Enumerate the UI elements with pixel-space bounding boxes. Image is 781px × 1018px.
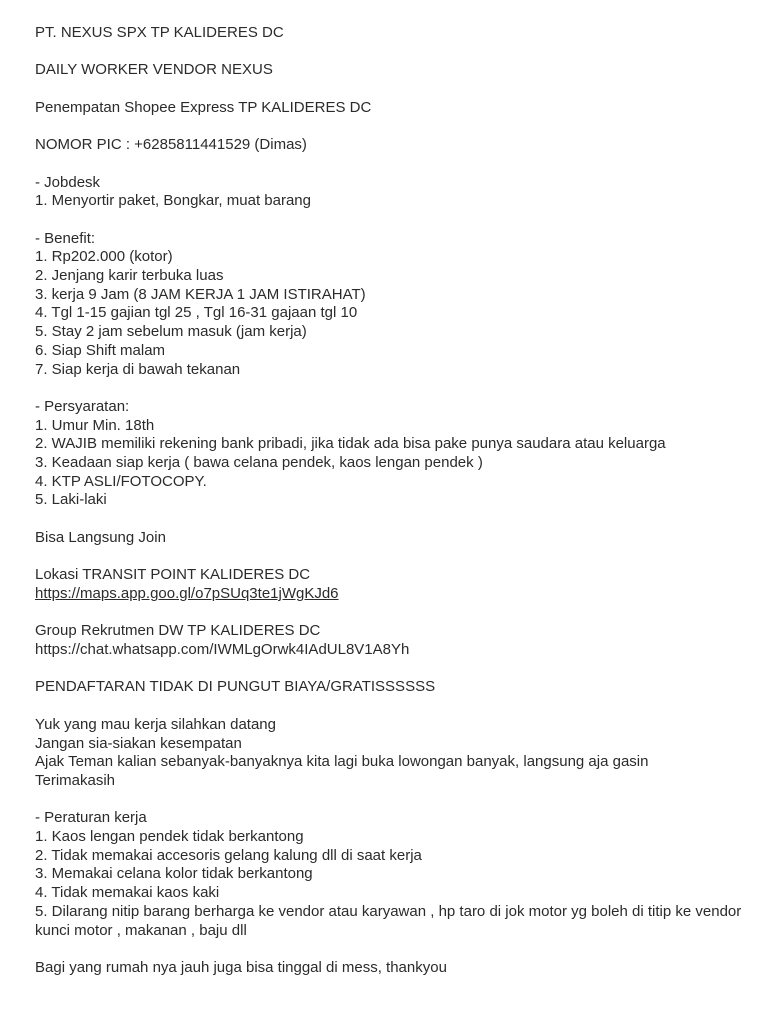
benefit-heading: - Benefit: [35, 229, 96, 247]
peraturan-item: 1. Kaos lengan pendek tidak berkantong [35, 828, 304, 846]
benefit-item: 1. Rp202.000 (kotor) [35, 248, 173, 266]
peraturan-item: 5. Dilarang nitip barang berharga ke vendor atau karyawan , hp taro di jok motor yg boleh di titip ke vendor kunci motor , makanan , baju dll [35, 902, 742, 939]
jobdesk-item: 1. Menyortir paket, Bongkar, muat barang [35, 192, 311, 210]
maps-link[interactable]: https://maps.app.goo.gl/o7pSUq3te1jWgKJd6 [35, 584, 339, 602]
section-benefit [35, 230, 765, 380]
benefit-item: 6. Siap Shift malam [35, 341, 166, 359]
invitation-line: Yuk yang mau kerja silahkan datang [35, 715, 276, 733]
benefit-item: 4. Tgl 1-15 gajian tgl 25 , Tgl 16-31 gajaan tgl 10 [35, 304, 358, 322]
section-jobdesk [35, 174, 765, 211]
mess-note: Bagi yang rumah nya jauh juga bisa tinggal di mess, thankyou [35, 958, 447, 976]
section-invitation [35, 716, 765, 791]
invitation-line: Ajak Teman kalian sebanyak-banyaknya kita lagi buka lowongan banyak, langsung aja gasin [35, 753, 649, 771]
join-note: Bisa Langsung Join [35, 528, 166, 546]
pic-contact-line: NOMOR PIC : +6285811441529 (Dimas) [35, 136, 307, 154]
job-title: DAILY WORKER VENDOR NEXUS [35, 61, 273, 79]
peraturan-item: 4. Tidak memakai kaos kaki [35, 884, 220, 902]
persyaratan-item: 2. WAJIB memiliki rekening bank pribadi, jika tidak ada bisa pake punya saudara atau keluarga [35, 435, 666, 453]
invitation-line: Jangan sia-siakan kesempatan [35, 734, 242, 752]
free-registration-note: PENDAFTARAN TIDAK DI PUNGUT BIAYA/GRATISSSSSS [35, 678, 436, 696]
persyaratan-item: 4. KTP ASLI/FOTOCOPY. [35, 472, 207, 490]
whatsapp-group-link[interactable]: https://chat.whatsapp.com/IWMLgOrwk4IAdUL8V1A8Yh [35, 641, 410, 659]
persyaratan-item: 1. Umur Min. 18th [35, 416, 155, 434]
benefit-item: 5. Stay 2 jam sebelum masuk (jam kerja) [35, 323, 307, 341]
section-peraturan [35, 809, 765, 940]
benefit-item: 3. kerja 9 Jam (8 JAM KERJA 1 JAM ISTIRAHAT) [35, 285, 366, 303]
persyaratan-item: 3. Keadaan siap kerja ( bawa celana pendek, kaos lengan pendek ) [35, 454, 483, 472]
persyaratan-heading: - Persyaratan: [35, 397, 130, 415]
benefit-item: 2. Jenjang karir terbuka luas [35, 267, 224, 285]
lokasi-label: Lokasi TRANSIT POINT KALIDERES DC [35, 566, 311, 584]
section-lokasi [35, 566, 765, 603]
company-name: PT. NEXUS SPX TP KALIDERES DC [35, 24, 284, 41]
section-group-rekrutmen [35, 622, 765, 659]
section-persyaratan [35, 398, 765, 510]
peraturan-heading: - Peraturan kerja [35, 809, 147, 827]
benefit-item: 7. Siap kerja di bawah tekanan [35, 360, 241, 378]
peraturan-item: 2. Tidak memakai accesoris gelang kalung dll di saat kerja [35, 846, 422, 864]
invitation-line: Terimakasih [35, 771, 116, 789]
peraturan-item: 3. Memakai celana kolor tidak berkantong [35, 865, 313, 883]
jobdesk-heading: - Jobdesk [35, 173, 101, 191]
placement-line: Penempatan Shopee Express TP KALIDERES DC [35, 98, 372, 116]
persyaratan-item: 5. Laki-laki [35, 491, 107, 509]
group-label: Group Rekrutmen DW TP KALIDERES DC [35, 622, 321, 640]
